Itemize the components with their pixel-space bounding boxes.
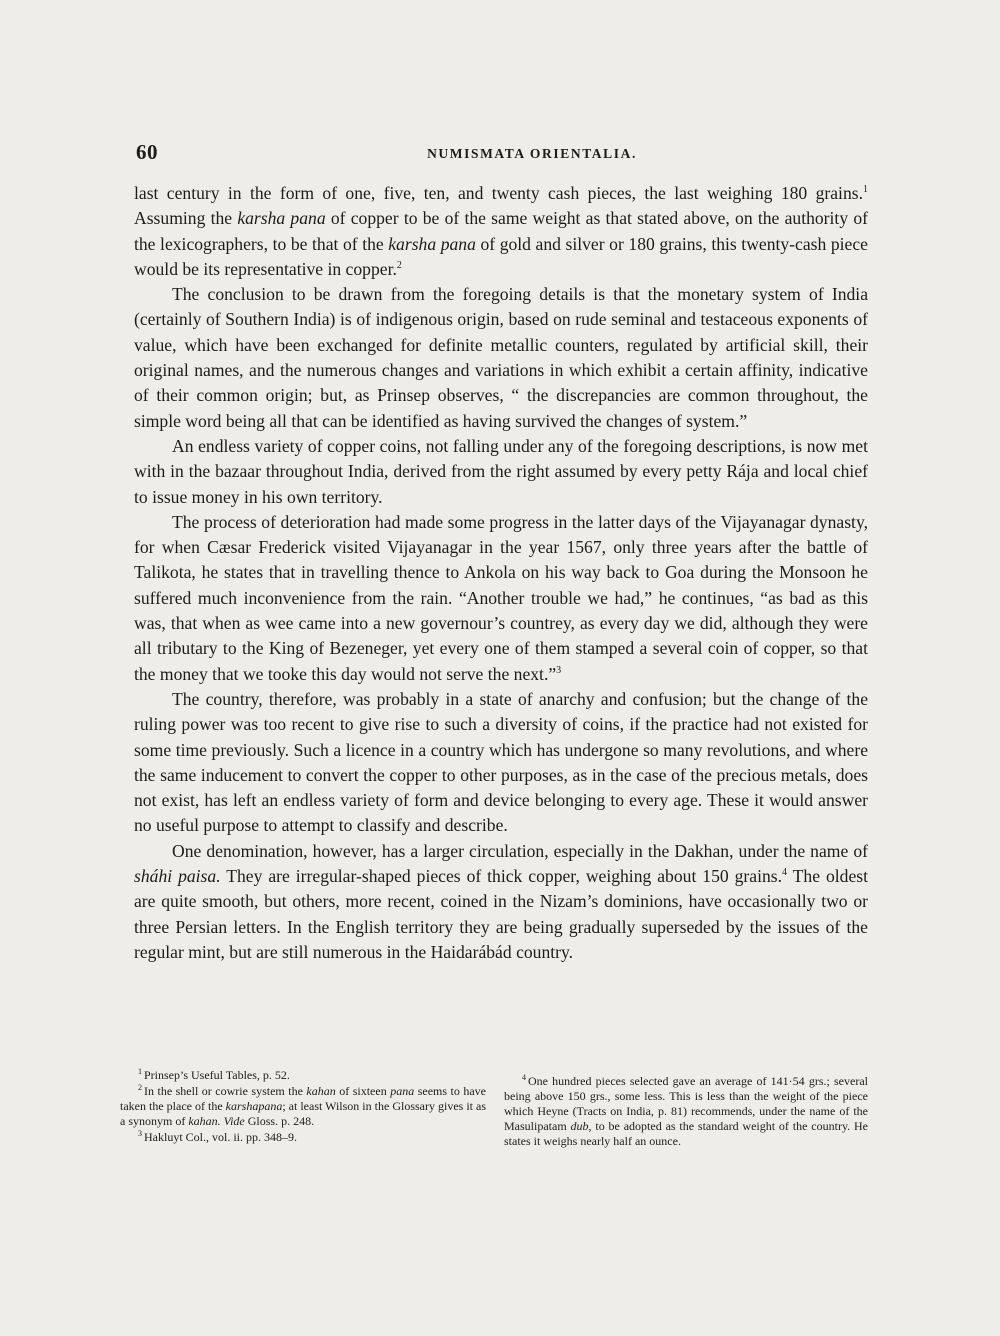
text-run: The conclusion to be drawn from the foregoing details is that the monetary system of India (certainly of Southern India) is of indigenous origin, based on rude seminal and testaceous exponents of value, which have been exchanged for definite metallic counters, regulated by artificial skill, their original names, and the numerous changes and variations in which exhibit a certain affinity, indicative of their common origin; but, as Prinsep observes, “ the discrepancies are common throughout, the simple word being all that can be identified as having survived the changes of system.” <box>134 284 868 431</box>
body-text <box>134 181 868 965</box>
footnote-number: 2 <box>138 1083 142 1092</box>
text-run: The process of deterioration had made some progress in the latter days of the Vijayanagar dynasty, for when Cæsar Frederick visited Vijayanagar in the year 1567, only three years after the battle of Talikota, he states that in travelling thence to Ankola on his way back to Goa during the Monsoon he suffered much inconvenience from the rain. “Another trouble we had,” he continues, “as bad as this was, that when as wee came into a new governour’s countrey, as every day we did, although they were all tributary to the King of Bezeneger, yet every one of them stamped a several coin of copper, so that the money that we tooke this day would not serve the next.” <box>134 511 868 684</box>
footnote-reference: 4 <box>782 867 788 879</box>
footnote-number: 3 <box>138 1129 142 1138</box>
text-run: of gold and silver or 180 grains, this twenty-cash piece would be its representative in copper. <box>134 233 868 279</box>
paragraph <box>134 434 868 510</box>
text-run: They are irregular-shaped pieces of thick copper, weighing about 150 grains. <box>220 866 783 887</box>
text-run: One denomination, however, has a larger circulation, especially in the Dakhan, under the name of <box>172 840 868 861</box>
text-run: Assuming the <box>134 208 238 229</box>
footnote <box>120 1084 486 1129</box>
italic-text: pana <box>390 1084 415 1098</box>
text-run: of copper to be of the same weight as that stated above, on the authority of the lexicographers, to be that of the <box>134 208 868 254</box>
text-run: ; at least Wilson in the Glossary gives it as a synonym of <box>120 1099 486 1128</box>
footnote-number: 4 <box>522 1073 526 1082</box>
footnote-number: 1 <box>138 1067 142 1076</box>
text-run: last century in the form of one, five, ten, and twenty cash pieces, the last weighing 180 grains. <box>134 183 863 203</box>
paragraph <box>134 181 868 282</box>
text-run: to be adopted as the standard weight of the country. He states it weighs nearly half an ounce. <box>504 1119 869 1148</box>
footnote <box>504 1074 868 1149</box>
footnote-reference: 2 <box>396 259 402 271</box>
italic-text: karshapana <box>225 1099 283 1113</box>
italic-text: dub, <box>570 1119 592 1133</box>
italic-text: karsha pana <box>237 208 326 229</box>
text-run: The country, therefore, was probably in a state of anarchy and confusion; but the change of the ruling power was too recent to give rise to such a diversity of coins, if the practice had not existed for some time previously. Such a licence in a country which has undergone so many revolutions, and where the same inducement to convert the copper to other purposes, as in the case of the precious metals, does not exist, has left an endless variety of form and device belonging to every age. These it would answer no useful purpose to attempt to classify and describe. <box>134 688 868 836</box>
text-run: An endless variety of copper coins, not falling under any of the foregoing descriptions, is now met with in the bazaar throughout India, derived from the right assumed by every petty Rája and local chief to issue money in his own territory. <box>134 435 868 507</box>
text-run: Prinsep’s Useful Tables, p. 52. <box>144 1068 290 1082</box>
paragraph <box>134 510 868 687</box>
footnotes-right-column <box>504 1074 868 1150</box>
paragraph <box>134 282 868 434</box>
italic-text: sháhi paisa. <box>134 866 221 887</box>
italic-text: kahan <box>306 1084 336 1098</box>
footnote <box>120 1068 486 1083</box>
italic-text: karsha pana <box>388 233 476 254</box>
text-run: seems to have taken the place of the <box>120 1084 486 1113</box>
italic-text: kahan. Vide <box>188 1114 245 1128</box>
text-run: One hundred pieces selected gave an average of 141·54 grs.; several being above 150 grs., some less. This is less than the weight of the piece which Heyne (Tracts on India, p. 81) recommends, under the name of the Masulipatam <box>504 1074 868 1133</box>
footnote <box>120 1130 486 1145</box>
text-run: In the shell or cowrie system the <box>144 1084 307 1098</box>
text-run: The oldest are quite smooth, but others, more recent, coined in the Nizam’s dominions, have occasionally two or three Persian letters. In the English territory they are being gradually superseded by the issues of the regular mint, but are still numerous in the Haidarábád country. <box>134 866 868 962</box>
paragraph <box>134 839 868 965</box>
footnote-reference: 3 <box>556 664 562 676</box>
page-number: 60 <box>136 140 158 164</box>
running-title: NUMISMATA ORIENTALIA. <box>427 146 637 161</box>
text-run: Gloss. p. 248. <box>244 1114 315 1128</box>
paragraph <box>134 687 868 839</box>
footnote-reference: 1 <box>863 184 868 195</box>
text-run: Hakluyt Col., vol. ii. pp. 348–9. <box>144 1130 297 1144</box>
text-run: of sixteen <box>335 1084 391 1098</box>
footnotes-left-column <box>120 1068 486 1146</box>
running-head <box>136 140 866 170</box>
